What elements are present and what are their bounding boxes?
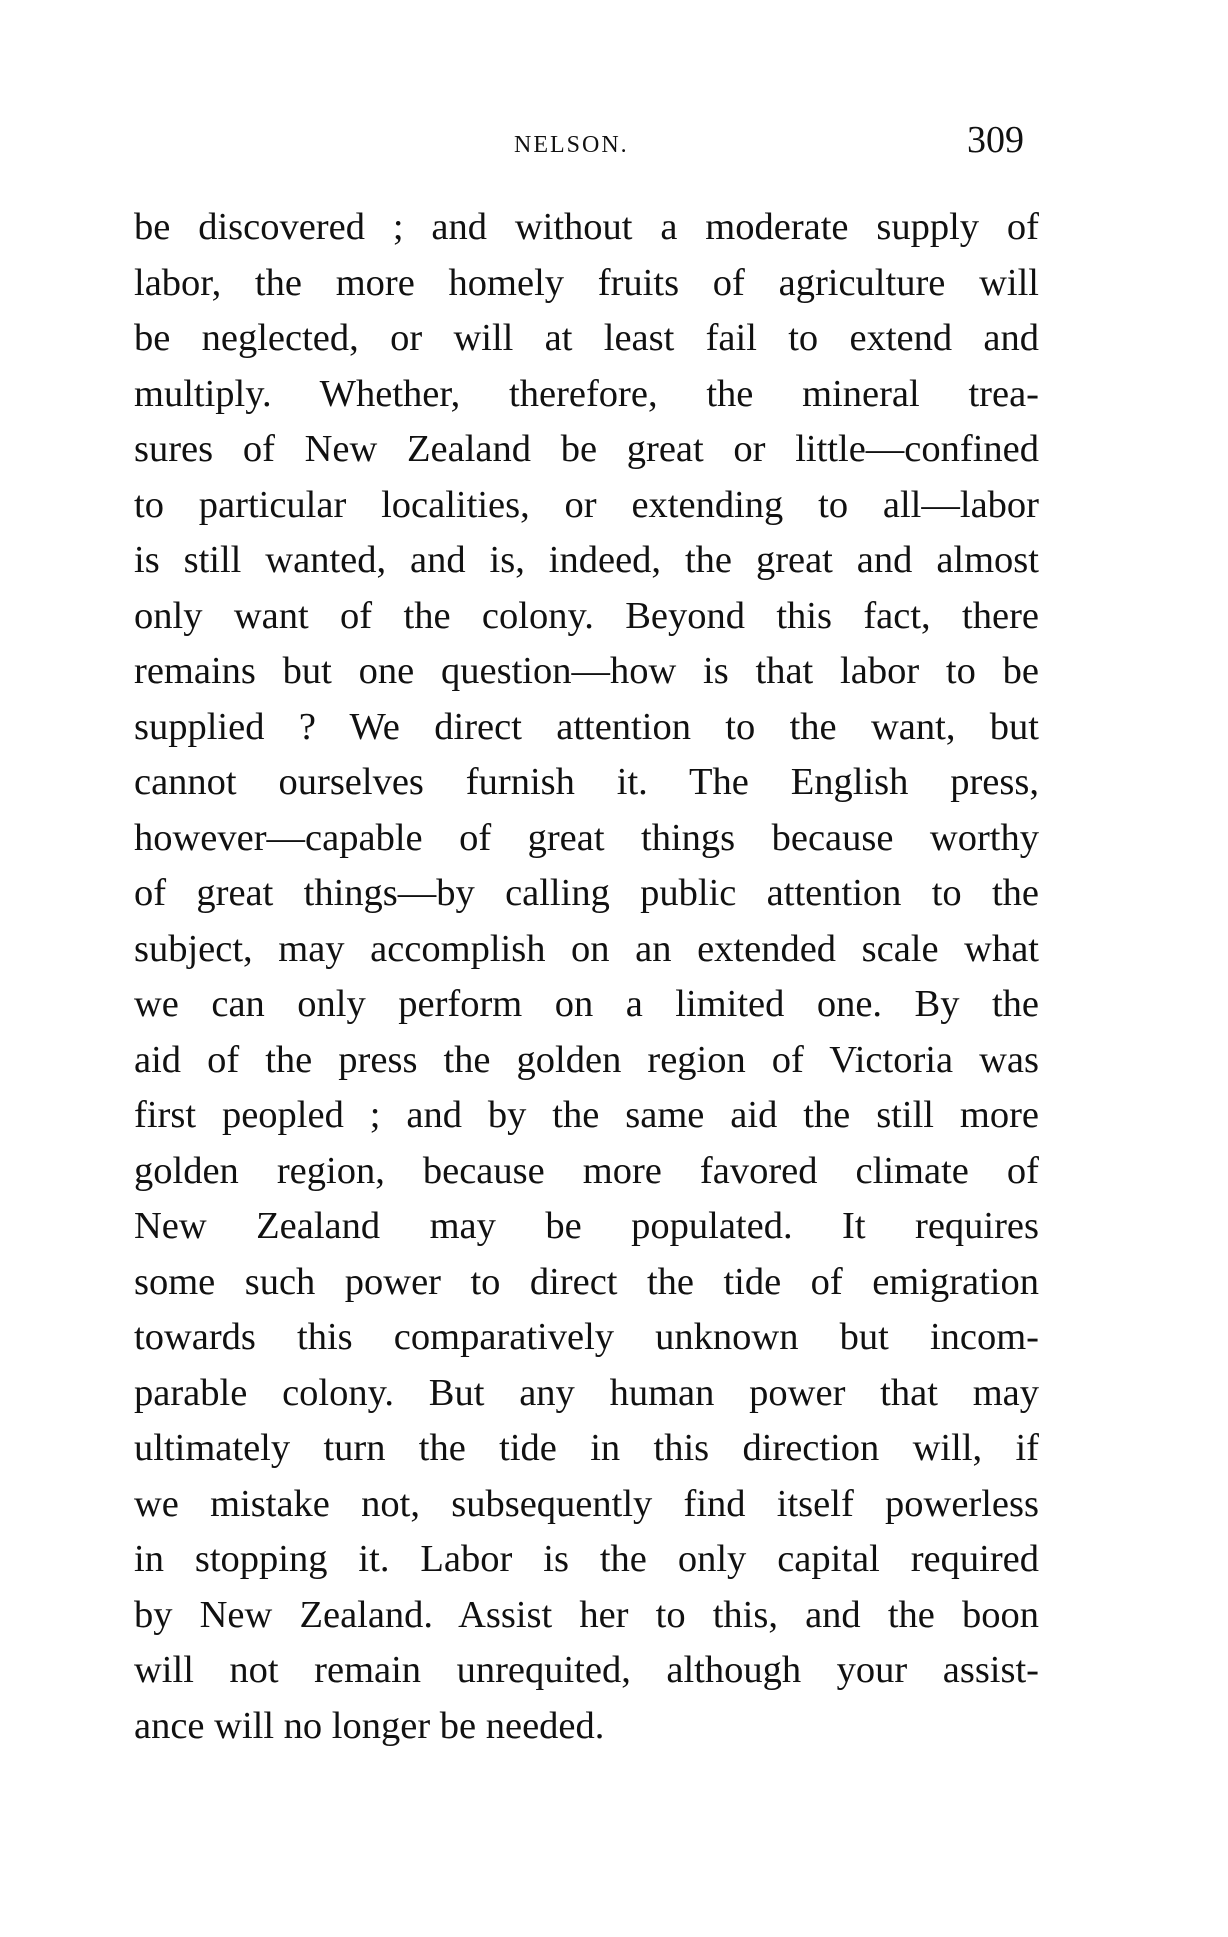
text-line: New Zealand may be populated. It requires	[134, 1205, 1039, 1247]
text-line-last: ance will no longer be needed.	[134, 1704, 605, 1747]
text-line: be discovered ; and without a moderate supply of	[134, 206, 1039, 248]
text-line: by New Zealand. Assist her to this, and the boon	[134, 1593, 1039, 1636]
text-line: towards this comparatively unknown but incom-	[134, 1316, 1039, 1358]
text-line: only want of the colony. Beyond this fact, there	[134, 594, 1039, 637]
body-text	[134, 200, 1039, 1754]
text-line: however—capable of great things because worthy	[134, 816, 1039, 859]
text-line: golden region, because more favored climate of	[134, 1149, 1039, 1192]
text-line: will not remain unrequited, although your assist-	[134, 1649, 1039, 1691]
page-number: 309	[967, 119, 1024, 161]
running-head	[0, 118, 1228, 178]
text-line: ultimately turn the tide in this direction will, if	[134, 1427, 1039, 1469]
text-line: supplied ? We direct attention to the want, but	[134, 705, 1039, 748]
text-line: some such power to direct the tide of emigration	[134, 1260, 1039, 1303]
text-line: to particular localities, or extending to all—labor	[134, 483, 1039, 526]
text-line: we can only perform on a limited one. By the	[134, 983, 1039, 1025]
text-line: sures of New Zealand be great or little—confined	[134, 428, 1039, 470]
text-line: cannot ourselves furnish it. The English press,	[134, 761, 1039, 803]
text-line: is still wanted, and is, indeed, the great and almost	[134, 539, 1039, 581]
text-line: we mistake not, subsequently find itself powerless	[134, 1482, 1039, 1525]
text-line: aid of the press the golden region of Victoria was	[134, 1038, 1039, 1081]
text-line: first peopled ; and by the same aid the still more	[134, 1094, 1039, 1136]
running-title: NELSON.	[514, 132, 629, 158]
text-line: be neglected, or will at least fail to extend and	[134, 317, 1039, 359]
text-line: remains but one question—how is that labor to be	[134, 650, 1039, 692]
text-line: in stopping it. Labor is the only capital required	[134, 1538, 1039, 1580]
text-line: labor, the more homely fruits of agriculture will	[134, 261, 1039, 304]
text-line: of great things—by calling public attention to the	[134, 872, 1039, 914]
text-line: subject, may accomplish on an extended scale what	[134, 927, 1039, 970]
text-line: multiply. Whether, therefore, the mineral trea-	[134, 372, 1039, 415]
text-line: parable colony. But any human power that may	[134, 1371, 1039, 1414]
